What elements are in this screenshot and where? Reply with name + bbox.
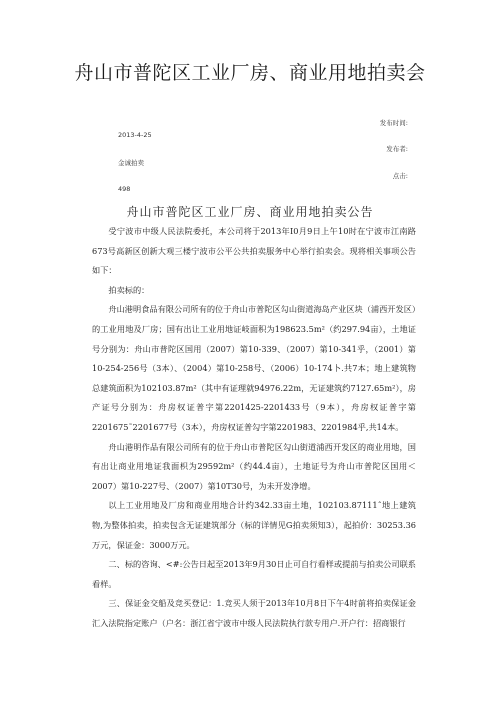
paragraph-section-heading: 拍卖标的： — [108, 284, 150, 295]
clicks-label: 点击: — [392, 172, 408, 180]
paragraph-industrial-lot: 舟山港明食品有限公司所有的位于舟山市普陀区勾山街道海岛产业区块（浦西开发区）的工业用地及厂房；国有出让工业用地证岐面积为198623.5m²（约297.94亩），土地证号分别为：舟山市普陀区国用（2007）第10-339、（2007）第10-341乎，（2001）第10-254-256号（3本）、（2004）第10-258号、（2006）10-174卜.共7本；地上建筑物总建筑面积为102103.87m²（其中有证理就94976.22m，无证建筑约7127.65m²），房产证号分别为：舟房权证普字第2201425-2201433号（9本），舟房权证普字第2201675˜2201677号（3本），舟房权证普勾字第2201983、2201984乎,共14本。 — [92, 304, 416, 432]
paragraph-deposit: 三、保证金交船及竞买登记：1.竞买人须于2013年10月8日下午4时前将拍卖保证金汇入法院指定账户（户名：浙江省宁波市中级人民法院执行款专用户.开户行：招商银行 — [92, 598, 416, 628]
page-title: 舟山市普陀区工业厂房、商业用地拍卖会 — [74, 62, 426, 84]
paragraph-total-and-price: 以上工业用地及厂房和商业用地合计约342.33亩土地，102103.87111ˆ地上建筑物,为整体拍卖，拍卖包含无证建筑部分（标的详情见G拍卖须知3），起拍价：30253.36万元，保证金：3000万元。 — [92, 500, 416, 550]
publisher-value: 金诚拍卖 — [118, 159, 144, 167]
paragraph-intro: 受宁波市中级人民法院委托，本公司将于2013年I0月9日上午10时在宁波市江南路673号高新区创新大观三楼宁波市公平公共拍卖服务中心举行拍卖会。现将相关事项公告如下： — [92, 226, 416, 276]
announcement-title: 舟山市普陀区工业厂房、商业用地拍卖公告 — [126, 205, 374, 219]
clicks-value: 498 — [118, 185, 131, 193]
announcement-body — [92, 222, 416, 633]
paragraph-viewing: 二、标的咨询、<#:公告日起至2013年9月30日止可自行看样或提前与拍卖公司联系看样。 — [92, 559, 416, 589]
paragraph-commercial-lot: 舟山港明作品有限公司所有的位于舟山市普陀区勾山街道浦西开发区的商业用地，国有出让商业用地证我面枳为29592m²（约44.4亩），土地证号为舟山市普陀区国用＜2007）第10-227号、（2007）第10T30号，为未开发净增。 — [92, 441, 416, 491]
publish-time-label: 发布时间: — [379, 119, 408, 127]
publisher-label: 发布者: — [386, 145, 408, 153]
publish-time-value: 2013-4-25 — [118, 131, 152, 139]
